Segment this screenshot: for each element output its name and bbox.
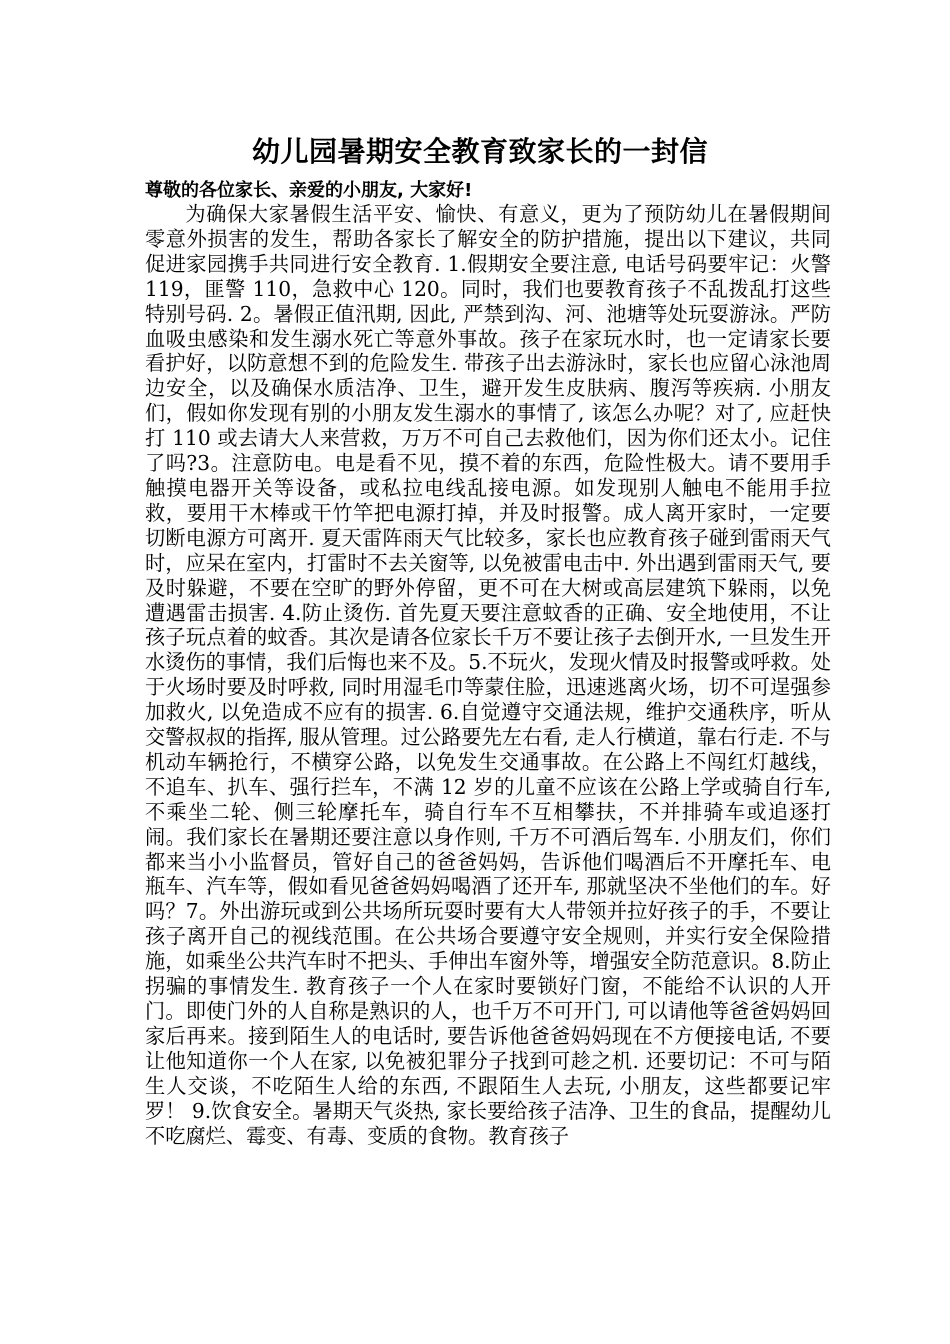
letter-greeting: 尊敬的各位家长、亲爱的小朋友, 大家好!	[145, 180, 473, 201]
document-title: 幼儿园暑期安全教育致家长的一封信	[251, 135, 708, 168]
letter-body: 为确保大家暑假生活平安、愉快、有意义，更为了预防幼儿在暑假期间零意外损害的发生，帮助各家长了解安全的防护措施，提出以下建议，共同促进家园携手共同进行安全教育. 1.假期安全要注意, 电话号码要牢记：火警 119，匪警 110，急救中心 120。同时，我们也要教育孩子不乱拨乱打这些特别号码. 2。暑假正值汛期, 因此, 严禁到沟、河、池塘等处玩耍游泳。严防血吸虫感染和发生溺水死亡等意外事故。孩子在家玩水时，也一定请家长要看护好，以防意想不到的危险发生. 带孩子出去游泳时，家长也应留心泳池周边安全，以及确保水质洁净、卫生，避开发生皮肤病、腹泻等疾病. 小朋友们，假如你发现有别的小朋友发生溺水的事情了, 该怎么办呢？对了, 应赶快打 110 或去请大人来营救，万万不可自己去救他们，因为你们还太小。记住了吗?3。注意防电。电是看不见，摸不着的东西，危险性极大。请不要用手触摸电器开关等设备，或私拉电线乱接电源。如发现别人触电不能用手拉救，要用干木棒或干竹竿把电源打掉，并及时报警。成人离开家时，一定要切断电源方可离开. 夏天雷阵雨天气比较多，家长也应教育孩子碰到雷雨天气时，应呆在室内，打雷时不去关窗等, 以免被雷电击中. 外出遇到雷雨天气, 要及时躲避，不要在空旷的野外停留，更不可在大树或高层建筑下躲雨，以免遭遇雷击损害. 4.防止烫伤. 首先夏天要注意蚊香的正确、安全地使用，不让孩子玩点着的蚊香。其次是请各位家长千万不要让孩子去倒开水, 一旦发生开水烫伤的事情，我们后悔也来不及。5.不玩火，发现火情及时报警或呼救。处于火场时要及时呼救, 同时用湿毛巾等蒙住脸，迅速逃离火场，切不可逞强参加救火, 以免造成不应有的损害. 6.自觉遵守交通法规，维护交通秩序，听从交警叔叔的指挥, 服从管理。过公路要先左右看, 走人行横道，靠右行走. 不与机动车辆抢行，不横穿公路，以免发生交通事故。在公路上不闯红灯越线，不追车、扒车、强行拦车，不满 12 岁的儿童不应该在公路上学或骑自行车, 不乘坐二轮、侧三轮摩托车，骑自行车不互相攀扶，不并排骑车或追逐打闹。我们家长在暑期还要注意以身作则, 千万不可酒后驾车. 小朋友们，你们都来当小小监督员，管好自己的爸爸妈妈，告诉他们喝酒后不开摩托车、电瓶车、汽车等，假如看见爸爸妈妈喝酒了还开车, 那就坚决不坐他们的车。好吗？7。外出游玩或到公共场所玩耍时要有大人带领并拉好孩子的手，不要让孩子离开自己的视线范围。在公共场合要遵守安全规则，并实行安全保险措施，如乘坐公共汽车时不把头、手伸出车窗外等，增强安全防范意识。8.防止拐骗的事情发生. 教育孩子一个人在家时要锁好门窗，不能给不认识的人开门。即使门外的人自称是熟识的人，也千万不可开门, 可以请他等爸爸妈妈回家后再来。接到陌生人的电话时, 要告诉他爸爸妈妈现在不方便接电话, 不要让他知道你一个人在家, 以免被犯罪分子找到可趁之机. 还要切记：不可与陌生人交谈，不吃陌生人给的东西, 不跟陌生人去玩, 小朋友，这些都要记牢罗！ 9.饮食安全。暑期天气炎热, 家长要给孩子洁净、卫生的食品，提醒幼儿不吃腐烂、霉变、有毒、变质的食物。教育孩子	[145, 202, 831, 1148]
